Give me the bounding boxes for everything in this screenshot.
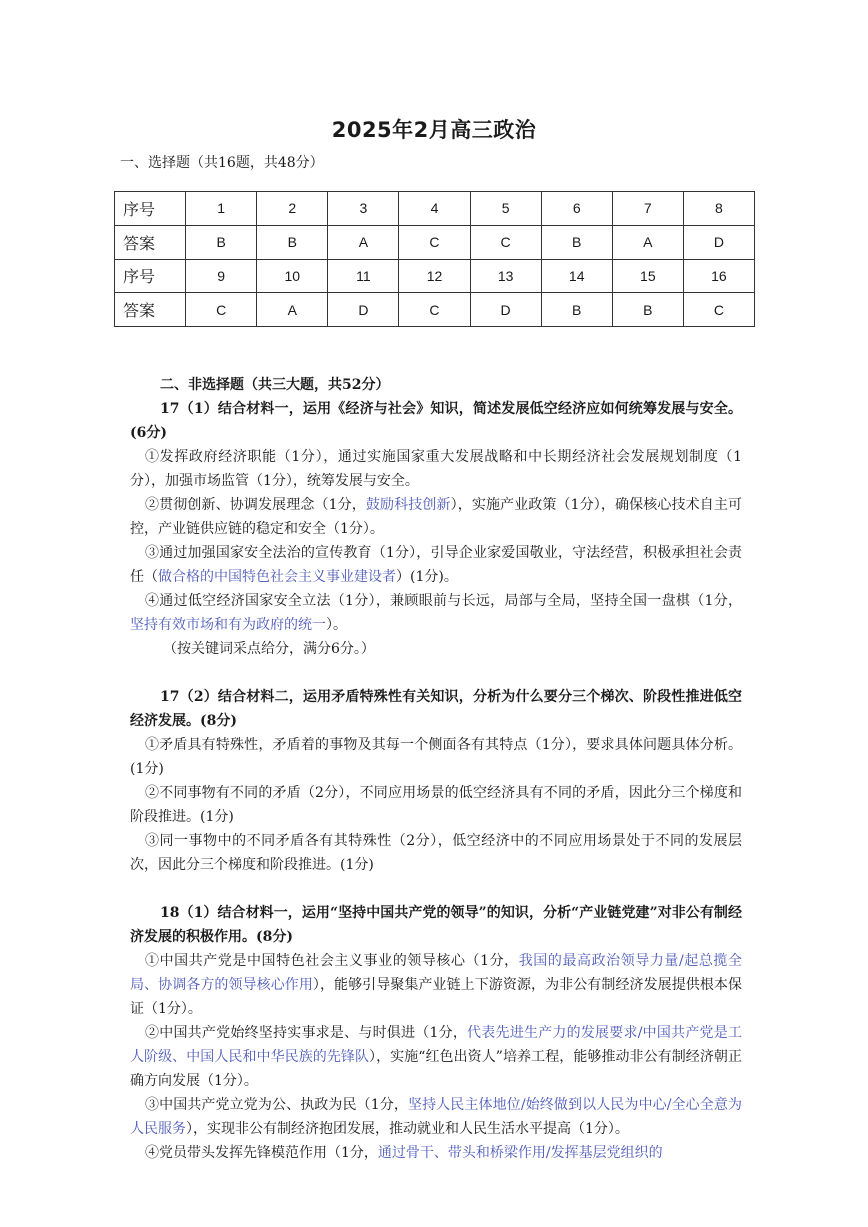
answer-text: ）。 bbox=[326, 617, 347, 633]
table-cell: B bbox=[257, 225, 328, 259]
highlight-text: 鼓励科技创新 bbox=[365, 497, 451, 513]
answer-text: ），实施“红色出资人”培养工程，能够推动非公有制经济朝正确方向发展（1分）。 bbox=[130, 1049, 742, 1089]
table-cell: B bbox=[612, 293, 683, 327]
answer-point: ①发挥政府经济职能（1分），通过实施国家重大发展战略和中长期经济社会发展规划制度（1分），加强市场监管（1分），统筹发展与安全。 bbox=[130, 449, 742, 489]
table-cell: A bbox=[257, 293, 328, 327]
answer-text: ），能够引导聚集产业链上下游资源，为非公有制经济发展提供根本保证（1分）。 bbox=[130, 977, 742, 1017]
table-cell: B bbox=[186, 225, 257, 259]
table-cell: D bbox=[470, 293, 541, 327]
answer-point: ①矛盾具有特殊性，矛盾着的事物及其每一个侧面各有其特点（1分），要求具体问题具体分析。(1分) bbox=[130, 737, 742, 777]
table-cell: 4 bbox=[399, 192, 470, 226]
answer-text: ②贯彻创新、协调发展理念（1分， bbox=[145, 497, 366, 513]
table-cell: 12 bbox=[399, 259, 470, 293]
table-row-label: 答案 bbox=[115, 225, 186, 259]
answer-point bbox=[130, 589, 742, 637]
answer-point bbox=[130, 541, 742, 589]
table-cell: 10 bbox=[257, 259, 328, 293]
table-cell: 5 bbox=[470, 192, 541, 226]
answer-text: ），实现非公有制经济抱团发展，推动就业和人民生活水平提高（1分）。 bbox=[186, 1121, 629, 1137]
table-cell: C bbox=[683, 293, 754, 327]
table-cell: C bbox=[186, 293, 257, 327]
table-row bbox=[115, 225, 755, 259]
answer-body bbox=[130, 373, 742, 1165]
table-cell: 8 bbox=[683, 192, 754, 226]
table-row bbox=[115, 259, 755, 293]
answer-text: ④通过低空经济国家安全立法（1分），兼顾眼前与长远，局部与全局，坚持全国一盘棋（1分， bbox=[145, 593, 742, 609]
answer-point: ②不同事物有不同的矛盾（2分），不同应用场景的低空经济具有不同的矛盾，因此分三个梯度和阶段推进。(1分) bbox=[130, 785, 742, 825]
table-cell: 11 bbox=[328, 259, 399, 293]
answer-text: ）(1分)。 bbox=[396, 569, 458, 585]
answer-text: ），实施产业政策（1分），确保核心技术自主可控，产业链供应链的稳定和安全（1分）。 bbox=[130, 497, 743, 537]
table-row bbox=[115, 293, 755, 327]
table-cell: B bbox=[541, 225, 612, 259]
page-title: 2025年2月高三政治 bbox=[331, 118, 537, 142]
highlight-text: 坚持人民主体地位/始终做到以人民为中心/全心全意为人民服务 bbox=[130, 1097, 742, 1137]
highlight-text: 做合格的中国特色社会主义事业建设者 bbox=[158, 569, 396, 585]
answer-point bbox=[130, 1093, 742, 1141]
table-cell: A bbox=[612, 225, 683, 259]
table-cell: A bbox=[328, 225, 399, 259]
table-cell: 14 bbox=[541, 259, 612, 293]
table-cell: D bbox=[683, 225, 754, 259]
table-cell: B bbox=[541, 293, 612, 327]
question-17-2: 17（2）结合材料二，运用矛盾特殊性有关知识，分析为什么要分三个梯次、阶段性推进低空经济发展。(8分) bbox=[130, 689, 742, 729]
section-heading-choice: 一、选择题（共16题，共48分） bbox=[120, 155, 324, 171]
table-cell: 3 bbox=[328, 192, 399, 226]
table-cell: D bbox=[328, 293, 399, 327]
table-cell: C bbox=[470, 225, 541, 259]
section-heading-open: 二、非选择题（共三大题，共52分） bbox=[160, 377, 390, 393]
table-row-label: 答案 bbox=[115, 293, 186, 327]
table-cell: 13 bbox=[470, 259, 541, 293]
scoring-note: （按关键词采点给分，满分6分。） bbox=[163, 641, 375, 657]
highlight-text: 代表先进生产力的发展要求/中国共产党是工人阶级、中国人民和中华民族的先锋队 bbox=[130, 1025, 743, 1065]
highlight-text: 我国的最高政治领导力量/起总揽全局、协调各方的领导核心作用 bbox=[130, 953, 743, 993]
answer-point bbox=[130, 1141, 742, 1165]
answer-point bbox=[130, 1021, 742, 1093]
answer-text: ④党员带头发挥先锋模范作用（1分， bbox=[145, 1145, 378, 1161]
answer-point bbox=[130, 949, 742, 1021]
question-18-1: 18（1）结合材料一，运用“坚持中国共产党的领导”的知识，分析“产业链党建”对非公有制经济发展的积极作用。(8分) bbox=[130, 905, 742, 945]
highlight-text: 坚持有效市场和有为政府的统一 bbox=[130, 617, 326, 633]
answer-point: ③同一事物中的不同矛盾各有其特殊性（2分），低空经济中的不同应用场景处于不同的发展层次，因此分三个梯度和阶段推进。(1分) bbox=[130, 833, 742, 873]
table-cell: 9 bbox=[186, 259, 257, 293]
answer-text: ②中国共产党始终坚持实事求是、与时俱进（1分， bbox=[145, 1025, 468, 1041]
table-cell: 15 bbox=[612, 259, 683, 293]
table-row bbox=[115, 192, 755, 226]
answer-text: ①中国共产党是中国特色社会主义事业的领导核心（1分， bbox=[145, 953, 519, 969]
answer-text: ③通过加强国家安全法治的宣传教育（1分），引导企业家爱国敬业，守法经营，积极承担社会责任（ bbox=[130, 545, 742, 585]
table-cell: 1 bbox=[186, 192, 257, 226]
table-cell: 6 bbox=[541, 192, 612, 226]
answer-text: ③中国共产党立党为公、执政为民（1分， bbox=[145, 1097, 408, 1113]
answer-point bbox=[130, 493, 742, 541]
table-cell: 7 bbox=[612, 192, 683, 226]
highlight-text: 通过骨干、带头和桥梁作用/发挥基层党组织的 bbox=[377, 1145, 663, 1161]
table-row-label: 序号 bbox=[115, 192, 186, 226]
table-cell: C bbox=[399, 225, 470, 259]
table-cell: 16 bbox=[683, 259, 754, 293]
question-17-1: 17（1）结合材料一，运用《经济与社会》知识，简述发展低空经济应如何统筹发展与安全。(6分) bbox=[130, 401, 742, 441]
table-row-label: 序号 bbox=[115, 259, 186, 293]
table-cell: C bbox=[399, 293, 470, 327]
table-cell: 2 bbox=[257, 192, 328, 226]
answer-table bbox=[114, 191, 755, 327]
